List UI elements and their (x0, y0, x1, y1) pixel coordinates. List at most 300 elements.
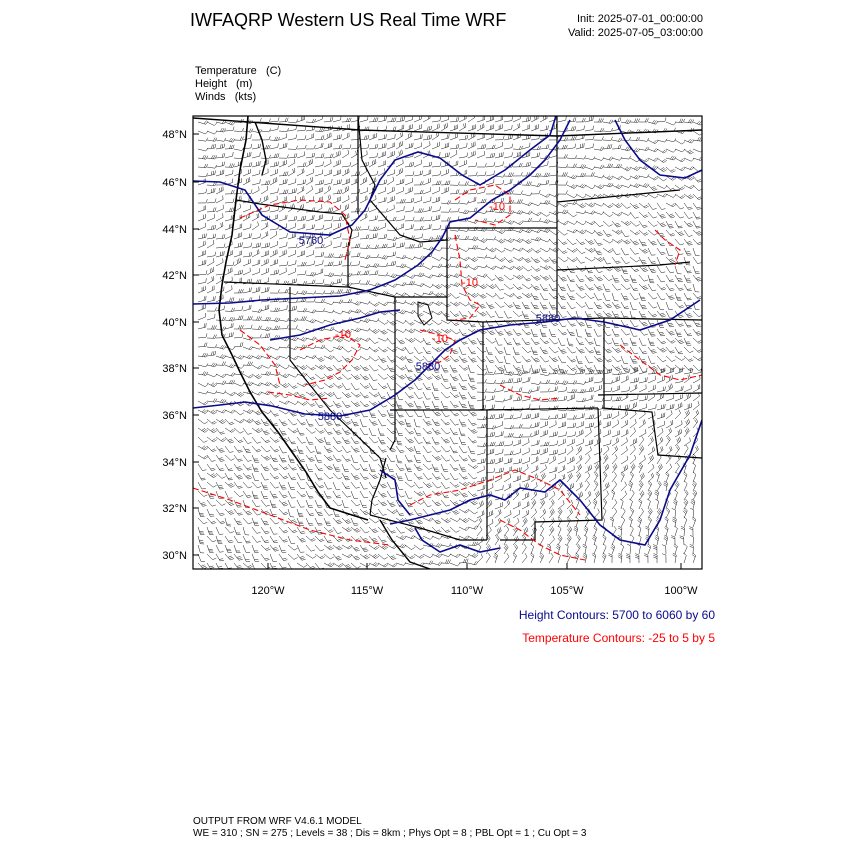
wind-barb (621, 365, 629, 372)
wind-barb (387, 491, 395, 498)
wind-barb (621, 482, 627, 491)
wind-barb (540, 526, 544, 536)
wind-barb (576, 173, 586, 177)
wind-barb (333, 383, 343, 388)
wind-barb (576, 293, 586, 298)
wind-barb (666, 167, 676, 172)
wind-barb (207, 314, 215, 320)
wind-barb (270, 500, 277, 508)
wind-barb (639, 368, 647, 374)
wind-barb (270, 117, 279, 122)
wind-barb (513, 248, 523, 252)
wind-barb (648, 203, 657, 210)
wind-barb (405, 178, 413, 185)
wind-barb (369, 216, 378, 222)
wind-barb (522, 248, 532, 252)
wind-barb (324, 216, 333, 221)
wind-barb (279, 172, 288, 177)
wind-barb (387, 563, 397, 567)
wind-barb (351, 347, 361, 351)
wind-barb (522, 527, 528, 536)
wind-barb (423, 170, 431, 176)
wind-barb (297, 509, 303, 517)
wind-barb (324, 428, 333, 434)
wind-barb (207, 473, 217, 478)
wind-barb (441, 200, 451, 204)
wind-barb (648, 481, 652, 491)
wind-barb (351, 136, 360, 141)
wind-barb (576, 544, 580, 554)
wind-barb (504, 257, 513, 263)
wind-barb (567, 302, 575, 309)
wind-barb (333, 356, 342, 362)
wind-barb (315, 308, 325, 312)
wind-barb (378, 563, 388, 567)
wind-barb (495, 421, 503, 428)
wind-barb (315, 180, 324, 185)
wind-barb (459, 401, 467, 408)
wind-barb (468, 401, 475, 409)
wind-barb (576, 284, 585, 290)
wind-barb (666, 384, 673, 393)
wind-barb (261, 455, 271, 460)
wind-barb (387, 170, 395, 177)
wind-barb (261, 231, 268, 239)
wind-barb (522, 544, 526, 554)
wind-barb (684, 393, 691, 401)
wind-barb (665, 472, 669, 482)
wind-barb (513, 311, 522, 317)
wind-barb (270, 308, 280, 312)
wind-barb (558, 248, 567, 254)
wind-barb (261, 545, 270, 551)
wind-barb (423, 455, 431, 462)
wind-barb (576, 257, 585, 263)
wind-barb (693, 365, 702, 371)
wind-barb (441, 257, 451, 261)
wind-barb (612, 221, 621, 227)
wind-barb (504, 433, 513, 437)
wind-barb (324, 310, 334, 313)
wind-barb (432, 536, 442, 539)
wind-barb (630, 230, 640, 235)
wind-barb (378, 302, 388, 306)
wind-barb (360, 116, 368, 122)
wind-barb (556, 544, 560, 554)
wind-barb (243, 428, 252, 434)
wind-barb (522, 239, 532, 244)
wind-barb (324, 273, 334, 277)
wind-barb (657, 356, 666, 362)
wind-barb (639, 429, 646, 437)
wind-barb (198, 500, 207, 506)
wind-barb (603, 137, 613, 141)
wind-barb (630, 384, 637, 392)
wind-barb (675, 420, 682, 428)
wind-barb (540, 458, 548, 464)
wind-barb (234, 455, 243, 461)
wind-barb (414, 273, 424, 277)
wind-barb (333, 455, 341, 462)
wind-barb (369, 144, 378, 149)
wind-barb (540, 200, 550, 204)
wind-barb (522, 211, 532, 215)
wind-barb (369, 245, 379, 249)
wind-barb (423, 536, 433, 539)
wind-barb (692, 553, 696, 563)
wind-barb (576, 455, 582, 464)
wind-barb (315, 269, 323, 275)
wind-barb (675, 402, 682, 410)
wind-barb (495, 387, 504, 392)
wind-barb (648, 239, 657, 245)
wind-barb (513, 191, 523, 195)
wind-barb (648, 284, 656, 291)
wind-barb (666, 230, 675, 236)
wind-barb (315, 299, 325, 303)
wind-barb (342, 168, 349, 176)
wind-barb (504, 415, 513, 419)
wind-barb (432, 264, 442, 268)
wind-barb (540, 180, 549, 185)
wind-barb (252, 355, 262, 359)
wind-barb (369, 153, 378, 158)
wind-barb (486, 405, 495, 411)
wind-barb (252, 179, 260, 185)
wind-barb (423, 437, 431, 444)
wind-barb (611, 490, 615, 500)
wind-barb (315, 162, 324, 168)
wind-barb (683, 553, 686, 563)
wind-barb (243, 233, 251, 239)
wind-barb (414, 256, 424, 260)
wind-barb (675, 230, 684, 236)
wind-barb (279, 545, 286, 552)
wind-barb (288, 196, 295, 203)
wind-barb (450, 282, 460, 286)
wind-barb (504, 441, 513, 446)
wind-barb (441, 123, 448, 131)
wind-barb (630, 535, 634, 545)
wind-barb (198, 401, 208, 405)
wind-barb (288, 188, 296, 194)
wind-barb (387, 365, 395, 372)
wind-barb (540, 338, 549, 344)
wind-barb (225, 317, 235, 321)
wind-barb (333, 554, 342, 560)
wind-barb (486, 145, 495, 149)
wind-barb (612, 176, 622, 180)
wind-barb (378, 347, 388, 352)
wind-barb (324, 446, 333, 453)
wind-barb (216, 362, 226, 366)
wind-barb (297, 186, 304, 194)
wind-barb (207, 267, 214, 275)
wind-barb (504, 395, 512, 401)
wind-barb (630, 293, 638, 300)
wind-barb (396, 365, 406, 370)
wind-barb (342, 195, 349, 203)
wind-barb (396, 320, 406, 324)
wind-barb (369, 410, 376, 417)
wind-barb (513, 365, 522, 371)
wind-barb (450, 410, 459, 416)
wind-barb (360, 177, 367, 185)
wind-barb (675, 338, 684, 344)
wind-barb (567, 126, 576, 131)
wind-barb (315, 428, 325, 433)
wind-barb (638, 517, 642, 527)
wind-barb (198, 446, 208, 450)
wind-barb (603, 221, 613, 226)
wind-barb (558, 210, 568, 214)
wind-barb (567, 239, 576, 245)
wind-barb (522, 476, 530, 482)
wind-barb (585, 356, 593, 363)
wind-barb (369, 482, 377, 489)
wind-barb (261, 365, 271, 368)
wind-barb (207, 410, 217, 414)
wind-barb (324, 554, 334, 559)
wind-barb (648, 370, 657, 374)
wind-barb (360, 374, 369, 380)
wind-barb (468, 356, 477, 362)
wind-barb (675, 320, 684, 326)
wind-barb (635, 554, 639, 563)
wind-barb (414, 197, 422, 204)
wind-barb (612, 203, 622, 208)
wind-barb (585, 136, 594, 140)
wind-barb (495, 266, 505, 270)
wind-barb (648, 248, 656, 255)
wind-barb (306, 509, 314, 516)
wind-barb (297, 491, 306, 497)
wind-barb (234, 419, 244, 423)
wind-barb (279, 527, 288, 533)
wind-barb (432, 473, 441, 479)
wind-barb (378, 554, 388, 559)
wind-barb (333, 216, 342, 221)
wind-barb (567, 509, 573, 518)
wind-barb (567, 320, 576, 326)
wind-barb (279, 446, 287, 453)
wind-barb (648, 404, 656, 410)
wind-barb (657, 311, 666, 317)
wind-barb (648, 140, 658, 144)
wind-barb (207, 276, 214, 284)
wind-barb (198, 419, 208, 424)
wind-barb (369, 437, 378, 443)
wind-barb (585, 387, 594, 392)
wind-barb (567, 466, 574, 473)
wind-barb (324, 143, 332, 149)
wind-barb (243, 268, 250, 275)
wind-barb (477, 416, 487, 420)
wind-barb (423, 561, 433, 565)
wind-barb (549, 257, 558, 263)
wind-barb (522, 311, 529, 318)
wind-barb (252, 186, 259, 194)
wind-barb (315, 554, 325, 559)
wind-barb (288, 159, 295, 167)
wind-barb (468, 509, 478, 514)
wind-barb (342, 455, 351, 461)
wind-barb (198, 223, 205, 230)
lat-label: 42°N (162, 270, 187, 282)
wind-barb (612, 157, 622, 160)
wind-barb (684, 490, 688, 500)
wind-barb (351, 455, 358, 463)
wind-barb (297, 262, 306, 266)
wind-barb (252, 309, 262, 313)
wind-barb (270, 241, 277, 248)
wind-barb (387, 118, 396, 123)
wind-barb (629, 517, 633, 527)
wind-barb (207, 325, 217, 329)
wind-barb (648, 176, 658, 180)
wind-barb (477, 537, 484, 545)
wind-barb (558, 302, 566, 309)
wind-barb (584, 535, 587, 545)
wind-barb (693, 329, 702, 335)
wind-barb (252, 491, 259, 499)
wind-barb (621, 446, 627, 455)
wind-barb (405, 198, 414, 203)
wind-barb (477, 396, 486, 401)
wind-barb (225, 364, 235, 368)
wind-barb (531, 499, 536, 509)
wind-barb (612, 508, 617, 518)
wind-barb (450, 518, 460, 522)
wind-barb (378, 160, 386, 167)
wind-barb (684, 544, 687, 554)
wind-barb (603, 464, 609, 473)
wind-barb (261, 437, 270, 443)
wind-barb (684, 329, 692, 336)
wind-barb (351, 328, 361, 332)
wind-barb (558, 508, 562, 518)
wind-barb (261, 536, 269, 543)
wind-barb (306, 446, 315, 453)
wind-barb (270, 554, 277, 561)
wind-barb (477, 274, 487, 278)
wind-barb (225, 464, 233, 471)
wind-barb (369, 428, 376, 435)
wind-barb (441, 245, 451, 249)
wind-barb (270, 446, 279, 452)
wind-barb (662, 545, 666, 554)
wind-barb (666, 508, 670, 518)
wind-barb (216, 509, 225, 516)
wind-barb (324, 455, 333, 461)
wind-barb (441, 187, 448, 194)
wind-barb (603, 164, 613, 168)
wind-barb (333, 374, 342, 380)
wind-barb (198, 323, 206, 329)
wind-barb (225, 170, 233, 176)
wind-barb (522, 518, 527, 528)
wind-barb (576, 464, 582, 473)
wind-barb (612, 230, 622, 234)
wind-barb (675, 329, 682, 336)
wind-barb (297, 250, 305, 257)
wind-barb (585, 203, 595, 207)
wind-barb (549, 284, 557, 291)
wind-barb (396, 293, 406, 297)
wind-barb (216, 258, 223, 266)
wind-barb (513, 510, 520, 518)
wind-barb (657, 117, 666, 122)
wind-barb (639, 293, 646, 301)
wind-barb (522, 347, 531, 353)
wind-barb (369, 545, 379, 550)
wind-barb (522, 266, 532, 271)
wind-barb (306, 224, 315, 230)
wind-barb (378, 536, 387, 543)
wind-barb (261, 222, 268, 230)
wind-barb (504, 179, 512, 185)
wind-barb (234, 554, 243, 560)
wind-barb (459, 160, 466, 167)
wind-barb (234, 518, 242, 525)
wind-barb (351, 208, 360, 212)
temperature-contour-label: -10 (335, 329, 351, 341)
wind-barb (414, 338, 424, 343)
wind-barb (270, 464, 279, 471)
wind-barb (405, 482, 415, 487)
wind-barb (684, 212, 693, 219)
wind-barb (396, 473, 403, 480)
wind-barb (225, 545, 232, 553)
wind-barb (522, 356, 531, 362)
wind-barb (558, 293, 566, 300)
wind-barb (657, 404, 665, 410)
wind-barb (378, 329, 388, 334)
wind-barb (513, 293, 522, 299)
wind-barb (387, 545, 397, 549)
wind-barb (288, 554, 298, 559)
wind-barb (644, 554, 648, 563)
wind-barb (513, 338, 521, 345)
wind-barb (306, 392, 316, 396)
wind-barb (441, 263, 451, 267)
wind-barb (198, 473, 206, 480)
wind-barb (693, 490, 697, 500)
wind-barb (639, 174, 649, 177)
wind-barb (549, 329, 556, 336)
wind-barb (675, 356, 685, 361)
wind-barb (414, 509, 422, 516)
lat-label: 36°N (162, 410, 187, 422)
wind-barb (396, 455, 402, 463)
wind-barb (216, 446, 225, 452)
wind-barb (495, 239, 505, 243)
wind-barb (432, 500, 441, 506)
wind-barb (504, 135, 513, 141)
wind-barb (681, 526, 685, 536)
wind-barb (576, 398, 586, 402)
wind-barb (261, 145, 270, 149)
wind-barb (396, 242, 404, 248)
wind-barb (198, 391, 208, 394)
wind-barb (351, 271, 360, 275)
wind-barb (243, 325, 252, 329)
wind-barb (459, 428, 465, 436)
wind-barb (351, 437, 359, 444)
wind-barb (495, 399, 505, 403)
wind-barb (621, 284, 630, 290)
wind-barb (342, 392, 351, 398)
